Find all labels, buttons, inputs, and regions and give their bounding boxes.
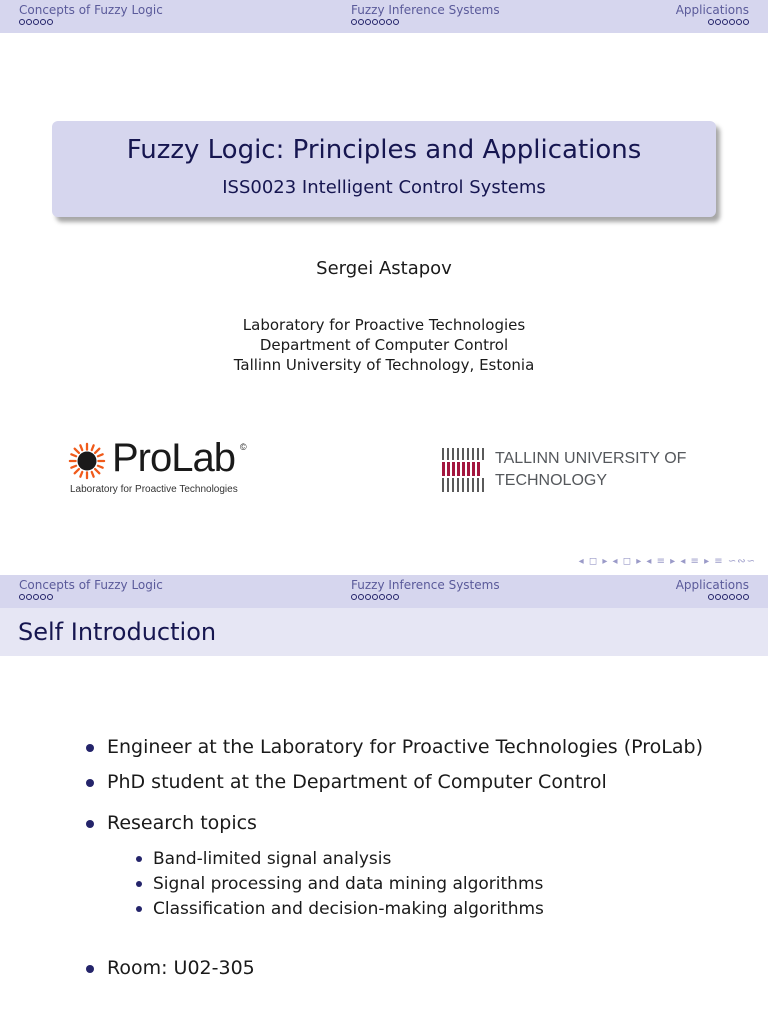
nav-subsection-dot[interactable] bbox=[40, 19, 46, 25]
title-block bbox=[52, 121, 716, 217]
nav-section-concepts[interactable] bbox=[19, 578, 163, 600]
sub-list-item bbox=[136, 872, 726, 897]
institute-line: Tallinn University of Technology, Estonia bbox=[233, 356, 535, 374]
nav-subsection-dot[interactable] bbox=[379, 594, 385, 600]
list-item bbox=[86, 735, 726, 760]
nav-section-applications[interactable] bbox=[676, 578, 749, 600]
institute-block bbox=[0, 315, 768, 375]
list-item bbox=[86, 811, 726, 922]
nav-section-label[interactable]: Applications bbox=[675, 3, 749, 17]
prolab-copyright-mark: © bbox=[240, 442, 247, 452]
nav-subsection-dots[interactable] bbox=[676, 19, 749, 25]
nav-subsection-dot[interactable] bbox=[351, 19, 357, 25]
list-item-text: PhD student at the Department of Computer Control bbox=[107, 771, 607, 793]
nav-section-label[interactable]: Concepts of Fuzzy Logic bbox=[19, 578, 163, 592]
nav-subsection-dot[interactable] bbox=[372, 594, 378, 600]
nav-subsection-dot[interactable] bbox=[365, 19, 371, 25]
author-name: Sergei Astapov bbox=[316, 258, 452, 279]
beamer-navigation-controls[interactable]: ◂ ◻ ▸ ◂ ◻ ▸ ◂ ≡ ▸ ◂ ≡ ▸ ≡ ∽∾∽ bbox=[578, 556, 756, 567]
nav-subsection-dot[interactable] bbox=[386, 594, 392, 600]
taltech-logo bbox=[442, 448, 702, 496]
nav-subsection-dot[interactable] bbox=[358, 19, 364, 25]
bullet-list bbox=[86, 735, 726, 981]
nav-subsection-dot[interactable] bbox=[708, 19, 714, 25]
sub-list-item-text: Band-limited signal analysis bbox=[153, 849, 392, 869]
list-item-text: Room: U02-305 bbox=[107, 957, 255, 979]
nav-subsection-dot[interactable] bbox=[729, 594, 735, 600]
nav-subsection-dot[interactable] bbox=[26, 19, 32, 25]
nav-subsection-dot[interactable] bbox=[47, 19, 53, 25]
prolab-logo bbox=[68, 436, 268, 500]
nav-subsection-dot[interactable] bbox=[386, 19, 392, 25]
presentation-title: Fuzzy Logic: Principles and Applications bbox=[126, 135, 642, 165]
taltech-line: TALLINN UNIVERSITY OF bbox=[495, 450, 687, 467]
nav-subsection-dot[interactable] bbox=[729, 19, 735, 25]
nav-subsection-dot[interactable] bbox=[722, 594, 728, 600]
nav-subsection-dots[interactable] bbox=[19, 594, 163, 600]
taltech-bars-icon bbox=[442, 448, 484, 492]
bullet-icon bbox=[86, 779, 94, 787]
nav-section-label[interactable]: Fuzzy Inference Systems bbox=[351, 578, 500, 592]
nav-subsection-dots[interactable] bbox=[351, 19, 500, 25]
sub-list-item bbox=[136, 897, 726, 922]
nav-subsection-dot[interactable] bbox=[708, 594, 714, 600]
nav-subsection-dot[interactable] bbox=[33, 19, 39, 25]
presentation-subtitle: ISS0023 Intelligent Control Systems bbox=[222, 177, 546, 198]
nav-subsection-dot[interactable] bbox=[743, 19, 749, 25]
nav-subsection-dot[interactable] bbox=[33, 594, 39, 600]
sub-bullet-icon bbox=[136, 881, 142, 887]
list-item bbox=[86, 956, 726, 981]
nav-subsection-dot[interactable] bbox=[722, 19, 728, 25]
nav-subsection-dot[interactable] bbox=[19, 19, 25, 25]
prolab-tagline: Laboratory for Proactive Technologies bbox=[70, 484, 238, 495]
taltech-line: TECHNOLOGY bbox=[495, 472, 608, 489]
nav-subsection-dots[interactable] bbox=[676, 594, 749, 600]
nav-subsection-dot[interactable] bbox=[715, 594, 721, 600]
nav-subsection-dot[interactable] bbox=[365, 594, 371, 600]
nav-section-concepts[interactable] bbox=[19, 3, 163, 25]
nav-subsection-dot[interactable] bbox=[393, 594, 399, 600]
nav-subsection-dots[interactable] bbox=[19, 19, 163, 25]
list-item-text: Engineer at the Laboratory for Proactive Technologies (ProLab) bbox=[107, 736, 703, 758]
nav-subsection-dot[interactable] bbox=[26, 594, 32, 600]
sub-list-item-text: Signal processing and data mining algorithms bbox=[153, 874, 544, 894]
nav-section-label[interactable]: Concepts of Fuzzy Logic bbox=[19, 3, 163, 17]
list-item bbox=[86, 770, 726, 795]
nav-subsection-dot[interactable] bbox=[351, 594, 357, 600]
bullet-icon bbox=[86, 744, 94, 752]
nav-subsection-dot[interactable] bbox=[40, 594, 46, 600]
nav-section-fis[interactable] bbox=[351, 3, 500, 25]
bullet-icon bbox=[86, 965, 94, 973]
institute-line: Laboratory for Proactive Technologies bbox=[242, 316, 526, 334]
taltech-wordmark bbox=[495, 448, 686, 492]
nav-subsection-dot[interactable] bbox=[19, 594, 25, 600]
nav-subsection-dot[interactable] bbox=[736, 19, 742, 25]
nav-subsection-dot[interactable] bbox=[379, 19, 385, 25]
sub-list-item-text: Classification and decision-making algorithms bbox=[153, 899, 544, 919]
nav-subsection-dot[interactable] bbox=[715, 19, 721, 25]
nav-subsection-dot[interactable] bbox=[743, 594, 749, 600]
navigation-header bbox=[0, 575, 768, 608]
nav-subsection-dots[interactable] bbox=[351, 594, 500, 600]
prolab-wordmark: ProLab bbox=[112, 436, 235, 480]
nav-subsection-dot[interactable] bbox=[358, 594, 364, 600]
nav-subsection-dot[interactable] bbox=[393, 19, 399, 25]
nav-section-applications[interactable] bbox=[676, 3, 749, 25]
frame-title-bar bbox=[0, 608, 768, 656]
sub-bullet-icon bbox=[136, 906, 142, 912]
self-introduction-slide bbox=[0, 575, 768, 1024]
sub-list-item bbox=[136, 847, 726, 872]
nav-subsection-dot[interactable] bbox=[736, 594, 742, 600]
sub-bullet-icon bbox=[136, 856, 142, 862]
list-item-text: Research topics bbox=[107, 812, 257, 834]
nav-subsection-dot[interactable] bbox=[47, 594, 53, 600]
nav-section-label[interactable]: Fuzzy Inference Systems bbox=[351, 3, 500, 17]
nav-section-fis[interactable] bbox=[351, 578, 500, 600]
institute-line: Department of Computer Control bbox=[259, 336, 509, 354]
bullet-icon bbox=[86, 820, 94, 828]
navigation-header bbox=[0, 0, 768, 33]
sub-list bbox=[136, 847, 726, 922]
nav-subsection-dot[interactable] bbox=[372, 19, 378, 25]
nav-section-label[interactable]: Applications bbox=[675, 578, 749, 592]
prolab-sun-icon bbox=[68, 442, 106, 480]
frame-title: Self Introduction bbox=[18, 618, 217, 646]
